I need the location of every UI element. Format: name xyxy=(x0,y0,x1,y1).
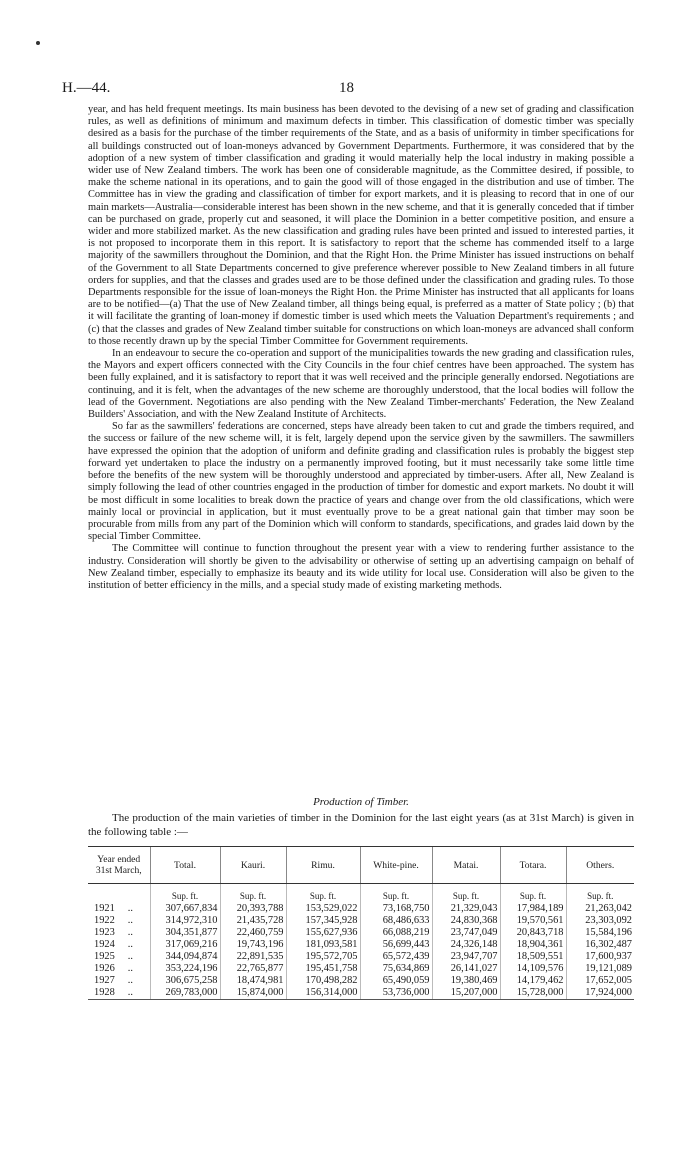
report-body xyxy=(88,104,634,592)
year-cell: 1927 .. xyxy=(94,975,133,987)
value-cell: 16,302,487 xyxy=(566,938,634,950)
value-cell: 17,924,000 xyxy=(566,987,634,1000)
value-cell: 15,207,000 xyxy=(432,987,500,1000)
year-cell: 1923 .. xyxy=(94,926,133,938)
year-cell: 1922 .. xyxy=(94,914,133,926)
value-cell: 19,743,196 xyxy=(220,938,286,950)
unit-cell: Sup. ft. xyxy=(500,884,566,903)
value-cell: 14,179,462 xyxy=(500,975,566,987)
value-cell: 21,329,043 xyxy=(432,902,500,914)
value-cell: 53,736,000 xyxy=(360,987,432,1000)
page-number: 18 xyxy=(339,80,354,96)
value-cell: 23,747,049 xyxy=(432,926,500,938)
value-cell: 22,460,759 xyxy=(220,926,286,938)
value-cell: 306,675,258 xyxy=(150,975,220,987)
paragraph: year, and has held frequent meetings. Its main business has been devoted to the devising of a new set of grading and classification rules, as well as definitions of minimum and maximum defects in timber. This classification of domestic timber was specially desired as a basis for the purchase of the timber requirements of the State, and as a basis of uniformity in timber specifications for all buildings constructed out of loan-moneys advanced by Government Departments. Furthermore, it was considered that by the adoption of a new system of timber classification and grading it would materially help the local industry in making possible a wider use of New Zealand timbers. The work has been one of considerable magnitude, as the Committee desired, if possible, to make the scheme national in its operations, and to gain the good will of those engaged in the distribution and use of timber. The Committee has in view the grading and classification of timber for export markets, and it is pleasing to record that in one of our main markets—Australia—considerable interest has been shown in the new scheme, and that it is generally conceded that if timber can be purchased on grade, properly cut and seasoned, it will place the Dominion in a better competitive position, and ensure a wider and more stabilized market. As the new classification and grading rules have been printed and issued to interested parties, it is not proposed to incorporate them in this report. It is satisfactory to report that the scheme has commended itself to a large majority of the sawmillers throughout the Dominion, and that the Right Hon. the Prime Minister has issued instructions on behalf of the Government to all State Departments concerned to give preference wherever possible to New Zealand timbers in all future orders for supplies, and that the classes and grades used are to be those defined under the classification and grading rules. To those Departments responsible for the issue of loan-moneys the Right Hon. the Prime Minister has instructed that all applicants for loans are to be notified—(a) That the use of New Zealand timber, all things being equal, is preferred as a matter of State policy ; (b) that it will facilitate the granting of loan-money if domestic timber is used which meets the Valuation Department's requirements ; and (c) that the classes and grades of New Zealand timber suitable for constructions on which loan-moneys are advanced shall conform to those recently drawn up by the special Timber Committee for Government requirements. xyxy=(88,104,634,347)
table-row xyxy=(88,987,634,1000)
value-cell: 73,168,750 xyxy=(360,902,432,914)
unit-cell xyxy=(88,884,150,903)
value-cell: 19,570,561 xyxy=(500,914,566,926)
unit-cell: Sup. ft. xyxy=(566,884,634,903)
unit-cell: Sup. ft. xyxy=(286,884,360,903)
paragraph: In an endeavour to secure the co-operation and support of the municipalities towards the new grading and classification rules, the Mayors and expert officers connected with the City Councils in the four chief centres have been approached. The system has been fully explained, and it is satisfactory to report that it was well received and the principle generally endorsed. Negotiations are continuing, and it is felt, when the advantages of the new scheme are thoroughly understood, that the local bodies will follow the lead of the Government. Negotiations are also pending with the New Zealand Timber-merchants' Federation, the New Zealand Builders' Association, and with the New Zealand Institute of Architects. xyxy=(88,348,634,421)
column-header: Rimu. xyxy=(286,847,360,884)
value-cell: 24,830,368 xyxy=(432,914,500,926)
value-cell: 24,326,148 xyxy=(432,938,500,950)
value-cell: 153,529,022 xyxy=(286,902,360,914)
value-cell: 269,783,000 xyxy=(150,987,220,1000)
column-header: Total. xyxy=(150,847,220,884)
value-cell: 17,984,189 xyxy=(500,902,566,914)
value-cell: 344,094,874 xyxy=(150,950,220,962)
value-cell: 65,490,059 xyxy=(360,975,432,987)
value-cell: 22,765,877 xyxy=(220,962,286,974)
table-body xyxy=(88,884,634,1000)
table-row xyxy=(88,950,634,962)
section-intro: The production of the main varieties of timber in the Dominion for the last eight years (as at 31st March) is given in the following table :— xyxy=(88,812,634,838)
value-cell: 20,843,718 xyxy=(500,926,566,938)
unit-cell: Sup. ft. xyxy=(150,884,220,903)
value-cell: 56,699,443 xyxy=(360,938,432,950)
column-header: Others. xyxy=(566,847,634,884)
column-header: Kauri. xyxy=(220,847,286,884)
table-row xyxy=(88,962,634,974)
value-cell: 65,572,439 xyxy=(360,950,432,962)
year-cell: 1928 .. xyxy=(88,987,150,1000)
table-row xyxy=(88,975,634,987)
page-mark-dot xyxy=(36,41,40,45)
table-row xyxy=(88,914,634,926)
value-cell: 314,972,310 xyxy=(150,914,220,926)
value-cell: 304,351,877 xyxy=(150,926,220,938)
page-header xyxy=(62,80,638,100)
year-cell: 1924 .. xyxy=(94,938,133,950)
value-cell: 353,224,196 xyxy=(150,962,220,974)
year-cell: 1926 .. xyxy=(94,963,133,975)
table-row xyxy=(88,938,634,950)
value-cell: 307,667,834 xyxy=(150,902,220,914)
value-cell: 19,121,089 xyxy=(566,962,634,974)
value-cell: 181,093,581 xyxy=(286,938,360,950)
value-cell: 14,109,576 xyxy=(500,962,566,974)
document-reference: H.—44. xyxy=(62,80,111,96)
value-cell: 18,904,361 xyxy=(500,938,566,950)
unit-cell: Sup. ft. xyxy=(360,884,432,903)
column-header: Totara. xyxy=(500,847,566,884)
timber-production-table xyxy=(88,846,634,1000)
value-cell: 15,874,000 xyxy=(220,987,286,1000)
table-row xyxy=(88,926,634,938)
value-cell: 19,380,469 xyxy=(432,975,500,987)
value-cell: 75,634,869 xyxy=(360,962,432,974)
value-cell: 195,451,758 xyxy=(286,962,360,974)
value-cell: 155,627,936 xyxy=(286,926,360,938)
value-cell: 20,393,788 xyxy=(220,902,286,914)
value-cell: 18,474,981 xyxy=(220,975,286,987)
value-cell: 22,891,535 xyxy=(220,950,286,962)
value-cell: 170,498,282 xyxy=(286,975,360,987)
table-header-row xyxy=(88,847,634,884)
value-cell: 15,728,000 xyxy=(500,987,566,1000)
table-row xyxy=(88,902,634,914)
value-cell: 156,314,000 xyxy=(286,987,360,1000)
paragraph: The Committee will continue to function throughout the present year with a view to rendering further assistance to the industry. Consideration will shortly be given to the advisability or otherwise of setting up an advertising campaign on behalf of New Zealand timber, especially to emphasize its beauty and its wide utility for local use. Consideration will also be given to the institution of better efficiency in the mills, and a special study made of existing marketing methods. xyxy=(88,543,634,591)
value-cell: 157,345,928 xyxy=(286,914,360,926)
value-cell: 195,572,705 xyxy=(286,950,360,962)
value-cell: 21,263,042 xyxy=(566,902,634,914)
unit-cell: Sup. ft. xyxy=(432,884,500,903)
value-cell: 17,652,005 xyxy=(566,975,634,987)
column-header: Year ended 31st March, xyxy=(88,847,150,884)
value-cell: 23,303,092 xyxy=(566,914,634,926)
unit-cell: Sup. ft. xyxy=(220,884,286,903)
value-cell: 66,088,219 xyxy=(360,926,432,938)
year-cell: 1925 .. xyxy=(94,950,133,962)
value-cell: 18,509,551 xyxy=(500,950,566,962)
value-cell: 317,069,216 xyxy=(150,938,220,950)
value-cell: 15,584,196 xyxy=(566,926,634,938)
units-row xyxy=(88,884,634,903)
paragraph: So far as the sawmillers' federations are concerned, steps have already been taken to cut and grade the timbers required, and the success or failure of the new scheme will, it is felt, largely depend upon the service given by the sawmillers. The sawmillers have expressed the opinion that the adoption of uniform and definite grading and classification rules is probably the biggest step forward yet undertaken to place the industry on a permanently improved footing, but it must necessarily take some little time before the benefits of the new system will be thoroughly understood and appreciated by timber-users. After all, New Zealand is simply following the lead of other countries engaged in the production of timber for domestic and export markets. No doubt it will be most difficult in some localities to break down the practice of years and change over from the old classifications, which were mainly local or provincial in application, but it must eventually prove to be a great national gain that timber may soon be procurable from mills from any part of the Dominion which will conform to standards, specifications, and grades laid down by the special Timber Committee. xyxy=(88,421,634,543)
value-cell: 26,141,027 xyxy=(432,962,500,974)
section-title: Production of Timber. xyxy=(313,796,409,808)
value-cell: 23,947,707 xyxy=(432,950,500,962)
value-cell: 21,435,728 xyxy=(220,914,286,926)
year-cell: 1921 .. xyxy=(94,902,133,914)
value-cell: 17,600,937 xyxy=(566,950,634,962)
column-header: White-pine. xyxy=(360,847,432,884)
column-header: Matai. xyxy=(432,847,500,884)
value-cell: 68,486,633 xyxy=(360,914,432,926)
